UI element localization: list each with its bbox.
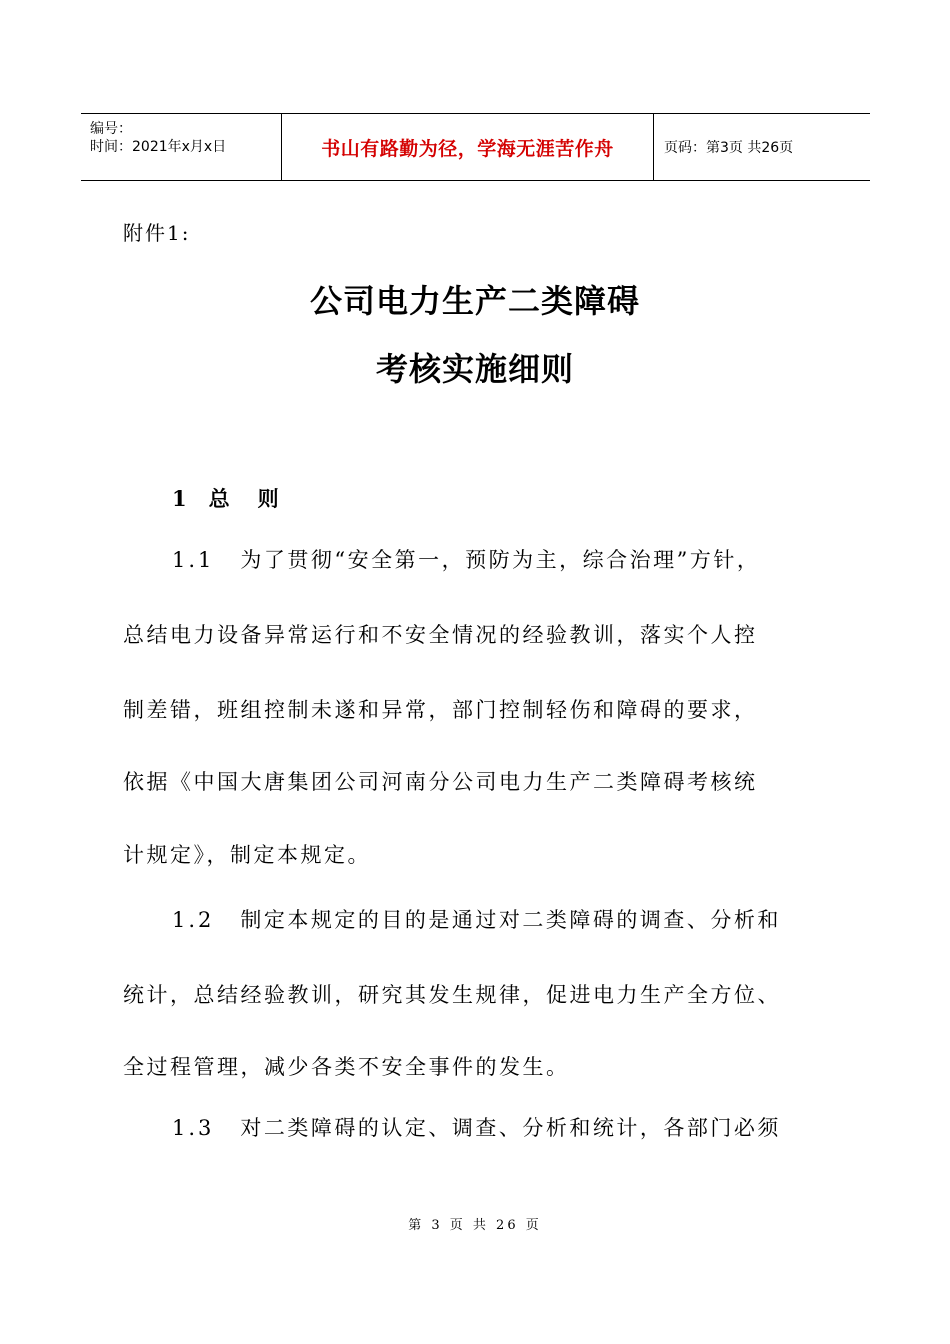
document-title-line-2: 考核实施细则: [375, 350, 574, 388]
section-number: 1: [172, 486, 187, 511]
header-meta: [81, 114, 281, 180]
clause-text: 对二类障碍的认定、调查、分析和统计，各部门必须: [240, 1116, 781, 1140]
clause-1-2-line-3: 全过程管理，减少各类不安全事件的发生。: [123, 1055, 570, 1079]
clause-text: 为了贯彻“安全第一，预防为主，综合治理”方针，: [240, 548, 761, 572]
document-time-label: 时间：2021年x月x日: [90, 139, 227, 155]
clause-1-1-line-4: 依据《中国大唐集团公司河南分公司电力生产二类障碍考核统: [123, 770, 758, 794]
document-title-line-1: 公司电力生产二类障碍: [309, 282, 640, 320]
clause-1-2-line-1: [172, 904, 781, 934]
section-title-char-1: 总: [208, 486, 230, 511]
clause-1-1-line-5: 计规定》，制定本规定。: [123, 843, 371, 867]
section-heading: [172, 483, 279, 513]
clause-text: 制定本规定的目的是通过对二类障碍的调查、分析和: [240, 908, 781, 932]
document-number-label: 编号：: [90, 121, 132, 137]
clause-1-3-line-1: [172, 1112, 781, 1142]
clause-number: 1.2: [172, 908, 215, 932]
section-title-char-2: 则: [257, 486, 279, 511]
page-footer: 第 3 页 共 26 页: [408, 1218, 542, 1233]
clause-1-2-line-2: 统计，总结经验教训，研究其发生规律，促进电力生产全方位、: [123, 983, 781, 1007]
header-page-info: 页码：第3页 共26页: [664, 140, 794, 156]
clause-number: 1.1: [172, 548, 215, 572]
clause-number: 1.3: [172, 1116, 215, 1140]
header-motto: 书山有路勤为径，学海无涯苦作舟: [281, 114, 654, 180]
clause-1-1-line-2: 总结电力设备异常运行和不安全情况的经验教训，落实个人控: [123, 623, 758, 647]
clause-1-1-line-3: 制差错，班组控制未遂和异常，部门控制轻伤和障碍的要求，: [123, 698, 758, 722]
attachment-label: 附件1:: [123, 221, 191, 245]
document-header: [81, 113, 870, 181]
clause-1-1-line-1: [172, 544, 760, 574]
